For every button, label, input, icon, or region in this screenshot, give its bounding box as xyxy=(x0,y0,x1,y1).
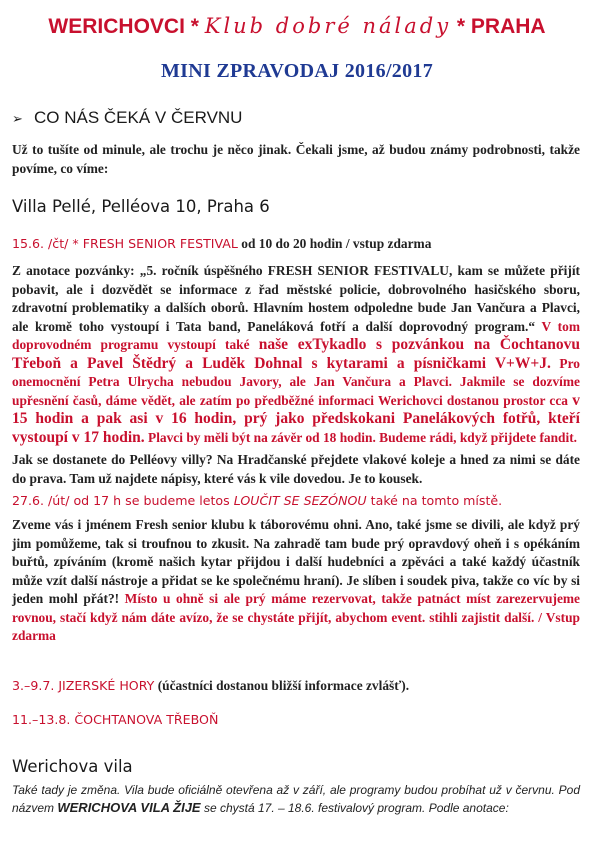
section-heading-text: CO NÁS ČEKÁ V ČERVNU xyxy=(34,108,243,127)
festival-description xyxy=(12,262,580,447)
event-3-title: 3.–9.7. JIZERSKÉ HORY xyxy=(12,678,155,693)
arrow-bullet-icon: ➢ xyxy=(12,111,23,126)
venue-werichova-vila: Werichova vila xyxy=(12,757,133,776)
festival-program-intro: V tom doprovodném programu vystoupí také xyxy=(12,318,580,352)
event-2-rest: také na tomto místě. xyxy=(366,493,503,508)
intro-paragraph: Už to tušíte od minule, ale trochu je něco jinak. Čekali jsme, až budou známy podrobnosti, takže povíme, co víme: xyxy=(12,142,580,176)
campfire-paragraph xyxy=(12,516,580,646)
festival-schedule-note: Pro onemocnění Petra Ulrycha nebudou Javory, ale Jan Vančura a Plavci. Jakmile se dozvíme upřesnění časů, dáme vědět, ale zatím po předběžné informaci Werichovci dostanou prostor cca xyxy=(12,355,580,408)
newsletter-subtitle: MINI ZPRAVODAJ 2016/2017 xyxy=(161,60,433,82)
event-1-title: 15.6. /čt/ * FRESH SENIOR FESTIVAL xyxy=(12,236,238,251)
title-star-right: * xyxy=(451,15,471,38)
club-title xyxy=(0,14,594,39)
villa-text-b: se chystá 17. – 18.6. festivalový program. Podle anotace: xyxy=(200,801,509,815)
werich-villa-paragraph xyxy=(12,782,580,817)
campfire-text: Zveme vás i jménem Fresh senior klubu k táborovému ohni. Ano, také jsme se divili, ale když prý jim pomůžeme, tak si troufnou to zkusit. Na zahradě tam bude prý opravdový oheň i s opékáním buřtů, zpíváním (kromě našich kytar přijdou i další hudebníci a zpěváci a také každý účastník může vzít další nástroje a přidat se ke společnému hraní). Je slíben i soudek piva, takže co víc by si jeden mohl přát?! xyxy=(12,517,580,606)
section-heading xyxy=(12,108,242,128)
directions-paragraph: Jak se dostanete do Pelléovy villy? Na Hradčanské přejdete vlakové koleje a hned za nimi se dáte do prava. Tam už najdete nápisy, které vás k vile dovedou. Je to kousek. xyxy=(12,452,580,486)
event-farewell-season xyxy=(12,493,502,508)
campfire-reservation: Místo u ohně si ale prý máme rezervovat, takže patnáct míst zarezervujeme rovnou, stačí když nám dáte avízo, že se chystáte přijít, abychom event. stihli zajistit další. xyxy=(12,591,581,625)
event-3-note: (účastníci dostanou bližší informace zvlášť). xyxy=(154,678,410,693)
villa-program-name: WERICHOVA VILA ŽIJE xyxy=(57,800,201,815)
title-praha: PRAHA xyxy=(470,15,546,38)
venue-villa-pelle: Villa Pellé, Pelléova 10, Praha 6 xyxy=(12,197,270,216)
villa-text-a: Také tady je změna. Vila bude oficiálně otevřena až v září, ale programy budou probíhat už v červnu. Pod názvem xyxy=(12,783,580,815)
event-1-time: od 10 do 20 hodin / vstup zdarma xyxy=(237,236,432,251)
event-2-date: 27.6. /út/ od 17 h se budeme letos xyxy=(12,493,234,508)
festival-annotation: Z anotace pozvánky: „5. ročník úspěšného FRESH SENIOR FESTIVALU, kam se můžete přijít pobavit, ale i dozvědět se informace z řad městské policie, dobrovolného hasičského sboru, zdravotní problematiky a dalších oborů. Hlavním hostem odpoledne bude Jan Vančura a Plavci, ale kromě toho vystoupí i Tata band, Paneláková fotří a další doprovodný program.“ xyxy=(12,263,580,334)
festival-closing: Plavci by měli být na závěr od 18 hodin. Budeme rádi, když přijdete fandit. xyxy=(144,429,578,445)
event-fresh-senior-festival xyxy=(12,236,431,252)
event-cochtanova-trebon xyxy=(12,712,218,727)
title-club-name: Klub dobré nálady xyxy=(204,14,452,38)
title-werichovci: WERICHOVCI xyxy=(48,15,185,38)
title-star-left: * xyxy=(184,15,205,38)
festival-our-performers: naše exTykadlo s pozvánkou na Čochtanovu Třeboň a Pavel Štědrý a Luděk Dohnal s kytarami a písničkami V+W+J. xyxy=(12,336,580,372)
event-2-highlight: LOUČIT SE SEZÓNOU xyxy=(233,493,367,508)
campfire-entry: / Vstup zdarma xyxy=(12,609,580,643)
event-4-title: 11.–13.8. ČOCHTANOVA TŘEBOŇ xyxy=(12,712,219,727)
festival-times: v 15 hodin a pak asi v 16 hodin, prý jako předskokani Panelákových fotřů, kteří vystoupí v 17 hodin. xyxy=(12,391,580,446)
event-jizerske-hory xyxy=(12,678,409,694)
